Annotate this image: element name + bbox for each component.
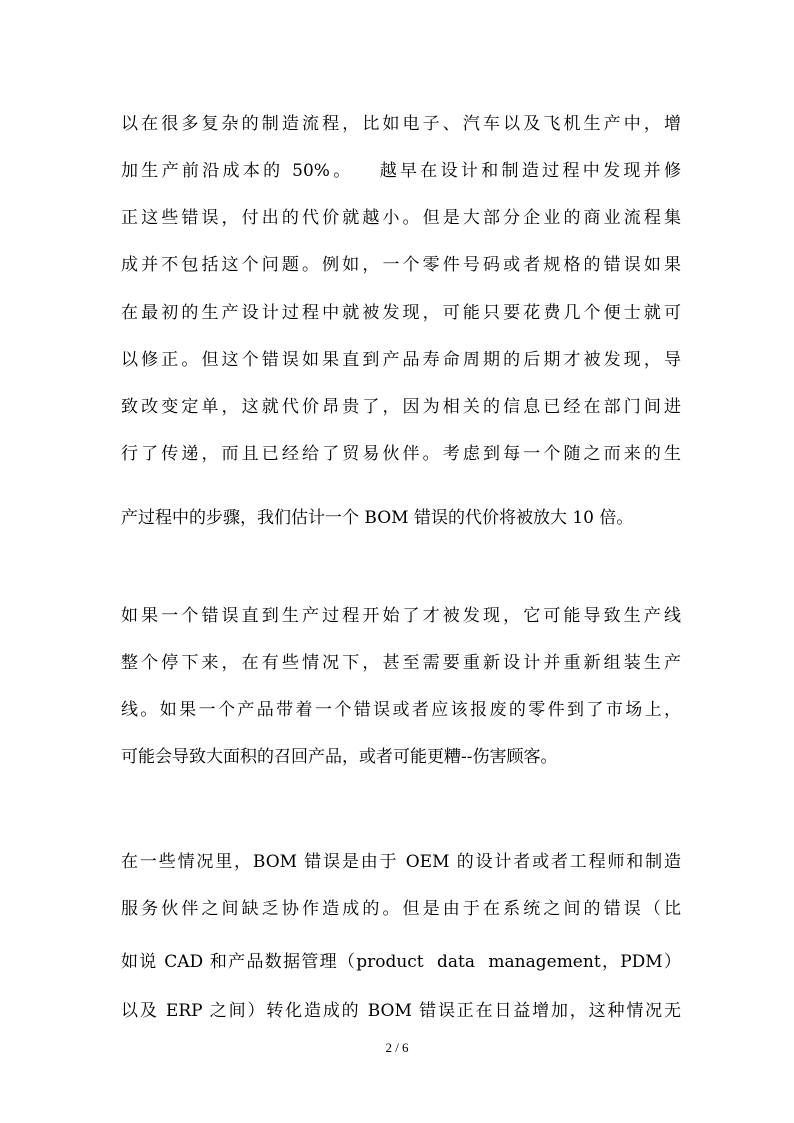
paragraph-1-line-9: 产过程中的步骤，我们估计一个 BOM 错误的代价将被放大 10 倍。 <box>121 508 634 528</box>
paragraph-1-line-7: 致改变定单，这就代价昂贵了，因为相关的信息已经在部门间进 <box>121 397 681 417</box>
paragraph-1-line-1: 以在很多复杂的制造流程，比如电子、汽车以及飞机生产中，增 <box>121 114 681 134</box>
paragraph-3-line-2: 服务伙伴之间缺乏协作造成的。但是由于在系统之间的错误（比 <box>121 899 681 919</box>
paragraph-1-line-4: 成并不包括这个问题。例如，一个零件号码或者规格的错误如果 <box>121 255 681 275</box>
paragraph-2-line-2: 整个停下来，在有些情况下，甚至需要重新设计并重新组装生产 <box>121 653 681 673</box>
paragraph-2-line-1: 如果一个错误直到生产过程开始了才被发现，它可能导致生产线 <box>121 606 681 626</box>
paragraph-1-line-2: 加生产前沿成本的 50%。 越早在设计和制造过程中发现并修 <box>121 161 681 181</box>
paragraph-3-line-1: 在一些情况里，BOM 错误是由于 OEM 的设计者或者工程师和制造 <box>121 852 681 872</box>
paragraph-1-line-5: 在最初的生产设计过程中就被发现，可能只要花费几个便士就可 <box>121 303 681 323</box>
paragraph-1-line-6: 以修正。但这个错误如果直到产品寿命周期的后期才被发现，导 <box>121 350 681 370</box>
page-number: 2 / 6 <box>385 1040 409 1055</box>
paragraph-3-line-4: 以及 ERP 之间）转化造成的 BOM 错误正在日益增加，这种情况无 <box>121 1001 681 1021</box>
paragraph-1-line-8: 行了传递，而且已经给了贸易伙伴。考虑到每一个随之而来的生 <box>121 444 681 464</box>
paragraph-2-line-4: 可能会导致大面积的召回产品，或者可能更糟--伤害顾客。 <box>121 747 558 767</box>
paragraph-1-line-3: 正这些错误，付出的代价就越小。但是大部分企业的商业流程集 <box>121 208 681 228</box>
paragraph-2-line-3: 线。如果一个产品带着一个错误或者应该报废的零件到了市场上， <box>121 700 681 720</box>
paragraph-3-line-3: 如说 CAD 和产品数据管理（product data management，PDM） <box>121 952 681 972</box>
